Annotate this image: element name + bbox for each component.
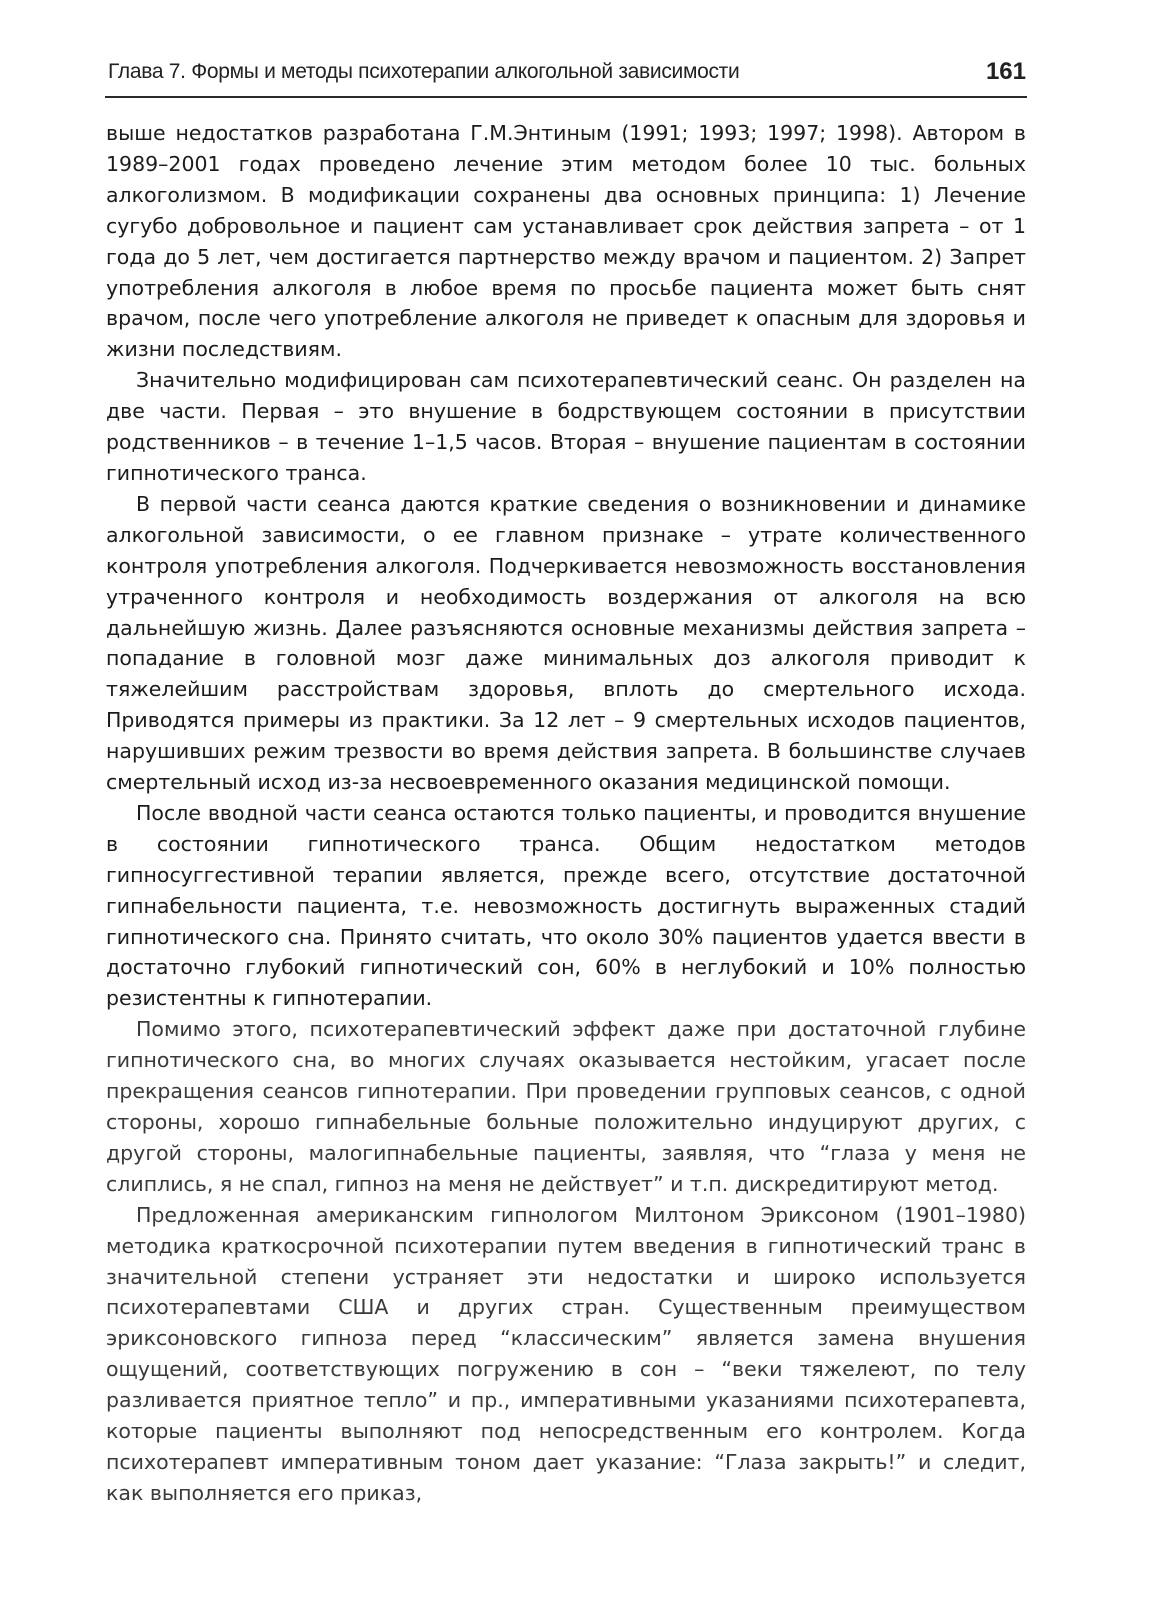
paragraph: Значительно модифицирован сам психотерапевтический сеанс. Он разделен на две части. Первая – это внушение в бодрствующем состоянии в присутствии родственников – в течение 1–1,5 часов. Вторая – внушение пациентам в состоянии гипнотического транса. <box>106 368 1026 485</box>
paragraph: выше недостатков разработана Г.М.Энтиным (1991; 1993; 1997; 1998). Автором в 1989–2001 годах проведено лечение этим методом более 10 тыс. больных алкоголизмом. В модификации сохранены два основных принципа: 1) Лечение сугубо добровольное и пациент сам устанавливает срок действия запрета – от 1 года до 5 лет, чем достигается партнерство между врачом и пациентом. 2) Запрет употребления алкоголя в любое время по просьбе пациента может быть снят врачом, после чего употребление алкоголя не приведет к опасным для здоровья и жизни последствиям. <box>106 121 1026 362</box>
running-header <box>108 54 1026 94</box>
paragraph: Помимо этого, психотерапевтический эффект даже при достаточной глубине гипнотического сна, во многих случаях оказывается нестойким, угасает после прекращения сеансов гипнотерапии. При проведении групповых сеансов, с одной стороны, хорошо гипнабельные больные положительно индуцируют других, с другой стороны, малогипнабельные пациенты, заявляя, что “глаза у меня не слиплись, я не спал, гипноз на меня не действует” и т.п. дискредитируют метод. <box>106 1017 1026 1196</box>
paragraph: После вводной части сеанса остаются только пациенты, и проводится внушение в состоянии гипнотического транса. Общим недостатком методов гипносуггестивной терапии является, прежде всего, отсутствие достаточной гипнабельности пациента, т.е. невозможность достигнуть выраженных стадий гипнотического сна. Принято считать, что около 30% пациентов удается ввести в достаточно глубокий гипнотический сон, 60% в неглубокий и 10% полностью резистентны к гипнотерапии. <box>106 800 1026 1011</box>
paragraph: Предложенная американским гипнологом Милтоном Эриксоном (1901–1980) методика краткосрочной психотерапии путем введения в гипнотический транс в значительной степени устраняет эти недостатки и широко используется психотерапевтами США и других стран. Существенным преимуществом эриксоновского гипноза перед “классическим” является замена внушения ощущений, соответствующих погружению в сон – “веки тяжелеют, по телу разливается приятное тепло” и пр., императивными указаниями психотерапевта, которые пациенты выполняют под непосредственным его контролем. Когда психотерапевт императивным тоном дает указание: “Глаза закрыть!” и следит, как выполняется его приказ, <box>106 1202 1026 1505</box>
chapter-title: Глава 7. Формы и методы психотерапии алкогольной зависимости <box>108 60 740 83</box>
header-divider <box>105 96 1027 98</box>
page-number: 161 <box>985 58 1026 85</box>
body-text <box>106 118 1026 1509</box>
paragraph: В первой части сеанса даются краткие сведения о возникновении и динамике алкогольной зависимости, о ее главном признаке – утрате количественного контроля употребления алкоголя. Подчеркивается невозможность восстановления утраченного контроля и необходимость воздержания от алкоголя на всю дальнейшую жизнь. Далее разъясняются основные механизмы действия запрета – попадание в головной мозг даже минимальных доз алкоголя приводит к тяжелейшим расстройствам здоровья, вплоть до смертельного исхода. Приводятся примеры из практики. За 12 лет – 9 смертельных исходов пациентов, нарушивших режим трезвости во время действия запрета. В большинстве случаев смертельный исход из-за несвоевременного оказания медицинской помощи. <box>106 491 1026 795</box>
